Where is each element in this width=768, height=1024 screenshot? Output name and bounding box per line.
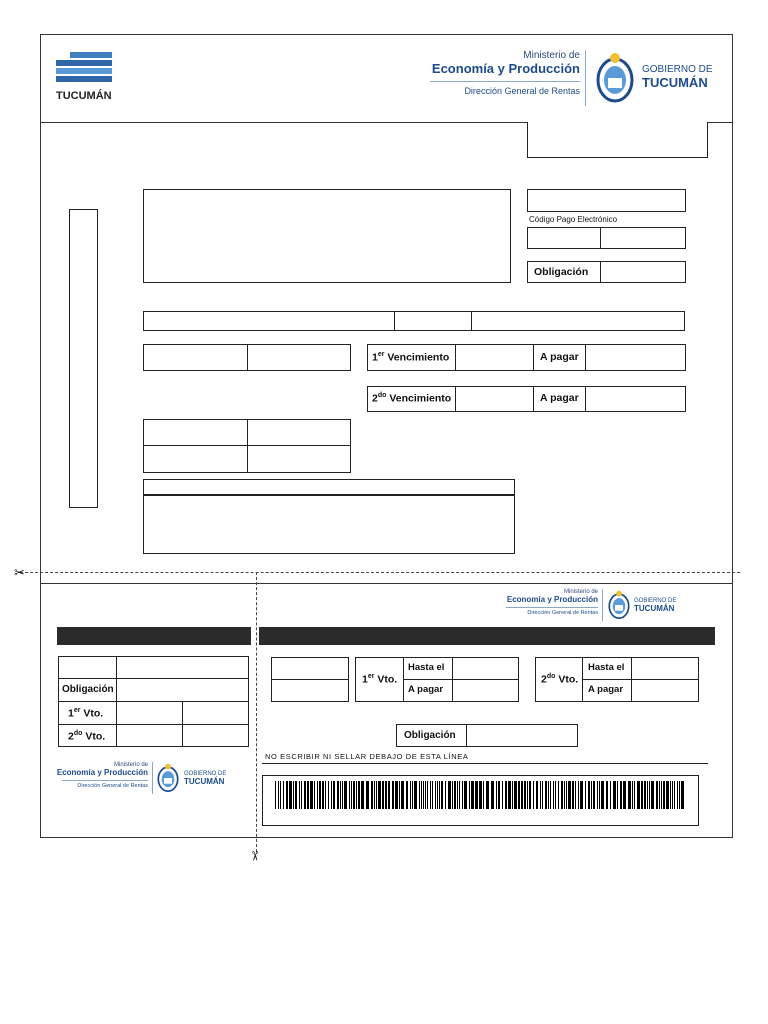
codigo-pago-value-box: [527, 189, 686, 212]
barcode-bar: [475, 781, 478, 809]
gov-logo-text: [642, 64, 713, 90]
receipt-vto2-apagar-label: A pagar: [588, 684, 624, 695]
barcode-bar: [651, 781, 654, 809]
barcode-bar: [448, 781, 451, 809]
barcode-bar: [421, 781, 422, 809]
barcode-bar: [351, 781, 352, 809]
taxpayer-box: [143, 189, 511, 283]
barcode-bar: [361, 781, 364, 809]
receipt-vto1-hsplit: [403, 679, 519, 680]
venc2-split-2: [533, 386, 534, 412]
venc2-split-1: [455, 386, 456, 412]
barcode-bar: [555, 781, 556, 809]
barcode-bar: [550, 781, 551, 809]
barcode-bar: [406, 781, 408, 809]
receipt-left-hsplit: [271, 679, 349, 680]
barcode-bar: [412, 781, 413, 809]
barcode-bar: [677, 781, 678, 809]
barcode-bar: [553, 781, 554, 809]
receipt-obligacion-label: Obligación: [404, 730, 456, 741]
barcode-bar: [613, 781, 616, 809]
receipt-vto1-hasta-label: Hasta el: [408, 662, 445, 673]
barcode-bar: [601, 781, 604, 809]
barcode-bar: [483, 781, 484, 809]
barcode-bar: [340, 781, 341, 809]
receipt-ministry-block: [500, 589, 598, 616]
obligacion-split: [600, 261, 601, 283]
receipt-vto2-prefix: 2: [541, 673, 547, 686]
venc1-text: Vencimiento: [384, 351, 450, 364]
receipt-vto1-sup: er: [367, 673, 375, 680]
barcode-bar: [578, 781, 579, 809]
barcode-bar: [498, 781, 500, 809]
barcode-bar: [344, 781, 347, 809]
ministry-line2: Economía y Producción: [431, 61, 580, 76]
receipt-ministry-line1: Ministerio de: [563, 589, 598, 595]
info-row-box: [143, 311, 685, 331]
barcode-bar: [593, 781, 595, 809]
barcode-bar: [301, 781, 302, 809]
barcode-bar: [410, 781, 411, 809]
barcode-bar: [628, 781, 631, 809]
barcode-bar: [322, 781, 324, 809]
ministry-line3: Dirección General de Rentas: [464, 86, 580, 96]
barcode-bar: [289, 781, 292, 809]
stub-row-line-3: [58, 724, 249, 725]
horizontal-cut-line: [20, 572, 740, 573]
top-right-box: [527, 122, 708, 158]
barcode-bar: [459, 781, 460, 809]
barcode-bar: [295, 781, 297, 809]
barcode-bar: [661, 781, 662, 809]
barcode-bar: [425, 781, 426, 809]
stub-vto2-sup: do: [73, 730, 83, 737]
barcode-bar: [414, 781, 417, 809]
stub-ministry-line1: Ministerio de: [113, 762, 148, 768]
barcode-bar: [401, 781, 404, 809]
stub-ministry-line2: Economía y Producción: [56, 768, 148, 777]
barcode-bar: [395, 781, 398, 809]
receipt-header-bar: [259, 627, 715, 645]
scissors-icon: ✂: [14, 565, 25, 580]
receipt-vto2-text: Vto.: [555, 673, 579, 686]
venc2-label: [372, 392, 451, 405]
stub-obligacion-label: Obligación: [62, 684, 114, 695]
barcode-bar: [536, 781, 538, 809]
receipt-vto1-label: [362, 673, 397, 686]
venc1-split-2: [533, 344, 534, 371]
barcode-bar: [435, 781, 436, 809]
barcode-bar: [280, 781, 281, 809]
barcode-bar: [304, 781, 306, 809]
receipt-ministry-line2: Economía y Producción: [506, 595, 598, 604]
receipt-vto1-prefix: 1: [362, 673, 368, 686]
receipt-gov-line2: TUCUMÁN: [634, 604, 675, 613]
barcode-bar: [564, 781, 565, 809]
barcode-bar: [469, 781, 470, 809]
barcode-bar: [674, 781, 675, 809]
receipt-vto1-apagar-label: A pagar: [408, 684, 444, 695]
barcode-bar: [610, 781, 611, 809]
barcode-bar: [392, 781, 394, 809]
barcode-bar: [337, 781, 339, 809]
notes-box: [143, 479, 515, 554]
barcode-bar: [464, 781, 467, 809]
province-logo-text: TUCUMÁN: [56, 90, 112, 102]
venc1-label: [372, 351, 449, 364]
barcode-bar: [333, 781, 335, 809]
barcode-bar: [378, 781, 381, 809]
coat-of-arms-icon: [594, 50, 636, 106]
scissors-icon: ✂: [247, 850, 263, 862]
stub-vto1-sup: er: [73, 707, 81, 714]
barcode-bar: [568, 781, 571, 809]
barcode-bar: [599, 781, 600, 809]
barcode-bar: [681, 781, 684, 809]
barcode-bar: [617, 781, 618, 809]
barcode-bar: [529, 781, 531, 809]
barcode-bar: [437, 781, 438, 809]
barcode-bar: [659, 781, 660, 809]
venc1-split-1: [455, 344, 456, 371]
venc1-prefix: 1: [372, 351, 378, 364]
venc2-prefix: 2: [372, 392, 378, 405]
left-pair-split-1: [247, 344, 248, 371]
barcode-bar: [358, 781, 360, 809]
barcode-bar: [283, 781, 284, 809]
codigo-pago-box: [527, 227, 686, 249]
barcode-bar: [505, 781, 507, 809]
barcode-bar: [502, 781, 503, 809]
barcode-bar: [518, 781, 520, 809]
barcode-bar: [491, 781, 494, 809]
venc1-split-3: [585, 344, 586, 371]
barcode-bar: [649, 781, 650, 809]
barcode-bar: [454, 781, 456, 809]
barcode-bar: [432, 781, 433, 809]
venc2-apagar-label: A pagar: [540, 392, 579, 404]
barcode-bar: [328, 781, 329, 809]
barcode-bar: [647, 781, 648, 809]
venc1-apagar-label: A pagar: [540, 351, 579, 363]
barcode-bar: [623, 781, 626, 809]
logo-separator: [585, 50, 586, 106]
barcode-bar: [672, 781, 673, 809]
barcode-bar: [445, 781, 446, 809]
stub-row-line-1: [58, 678, 249, 679]
stub-logo-separator: [152, 762, 153, 794]
barcode-bar: [299, 781, 300, 809]
barcode-bar: [427, 781, 428, 809]
barcode-bar: [566, 781, 567, 809]
barcode-bar: [371, 781, 373, 809]
barcode-bar: [385, 781, 387, 809]
venc1-sup: er: [377, 351, 385, 358]
stub-vto2-text: Vto.: [82, 730, 106, 743]
stub-vto1-prefix: 1: [68, 707, 74, 720]
barcode-bar: [319, 781, 321, 809]
stub-ministry-line3: Dirección General de Rentas: [77, 783, 148, 789]
coat-of-arms-icon: [607, 588, 631, 622]
no-escribir-line: [262, 763, 708, 764]
barcode-bar: [325, 781, 326, 809]
gov-line1: GOBIERNO DE: [642, 64, 713, 75]
barcode-bar: [286, 781, 288, 809]
barcode-bar: [356, 781, 357, 809]
stub-gov-line2: TUCUMÁN: [184, 777, 225, 786]
barcode-bar: [572, 781, 574, 809]
barcode-bar: [310, 781, 313, 809]
barcode-bar: [666, 781, 669, 809]
coat-of-arms-icon: [156, 761, 180, 795]
barcode-bar: [591, 781, 592, 809]
stub-ministry-block: [56, 762, 148, 789]
barcode-bar: [548, 781, 549, 809]
vertical-cut-line: [256, 572, 257, 852]
stub-gov-line1: GOBIERNO DE: [184, 771, 227, 777]
barcode-bar: [382, 781, 384, 809]
barcode-bar: [399, 781, 400, 809]
info-row-split-2: [471, 311, 472, 331]
codigo-pago-split: [600, 227, 601, 249]
barcode-bar: [527, 781, 528, 809]
notes-header-line: [143, 494, 515, 496]
stub-gov-text: [184, 771, 226, 786]
barcode-bar: [349, 781, 350, 809]
barcode-bar: [430, 781, 431, 809]
receipt-vto2-hsplit: [582, 679, 699, 680]
venc2-split-3: [585, 386, 586, 412]
barcode-bar: [679, 781, 680, 809]
obligacion-label: Obligación: [534, 266, 589, 278]
barcode-bar: [331, 781, 332, 809]
barcode: [275, 781, 685, 809]
barcode-bar: [419, 781, 420, 809]
venc2-sup: do: [377, 392, 387, 399]
barcode-bar: [521, 781, 523, 809]
receipt-vto1-text: Vto.: [374, 673, 398, 686]
barcode-bar: [585, 781, 586, 809]
barcode-bar: [524, 781, 526, 809]
ministry-block: [420, 50, 580, 110]
barcode-bar: [533, 781, 534, 809]
barcode-bar: [606, 781, 608, 809]
barcode-bar: [634, 781, 635, 809]
stub-header-bar: [57, 627, 251, 645]
barcode-bar: [508, 781, 511, 809]
receipt-obligacion-split: [466, 724, 467, 747]
info-row-split-1: [394, 311, 395, 331]
barcode-bar: [317, 781, 318, 809]
receipt-vto2-hasta-label: Hasta el: [588, 662, 625, 673]
barcode-bar: [314, 781, 315, 809]
barcode-bar: [275, 781, 276, 809]
receipt-vto2-sup: do: [546, 673, 556, 680]
section-divider: [40, 583, 733, 584]
barcode-bar: [575, 781, 576, 809]
barcode-bar: [441, 781, 443, 809]
barcode-bar: [486, 781, 489, 809]
barcode-bar: [545, 781, 547, 809]
barcode-bar: [588, 781, 590, 809]
codigo-pago-label: Código Pago Electrónico: [529, 215, 618, 224]
barcode-bar: [644, 781, 646, 809]
ministry-line1: Ministerio de: [523, 50, 580, 61]
barcode-bar: [512, 781, 513, 809]
venc2-text: Vencimiento: [386, 392, 452, 405]
left-grid-vsplit: [247, 419, 248, 473]
barcode-bar: [597, 781, 598, 809]
barcode-bar: [632, 781, 633, 809]
barcode-bar: [278, 781, 279, 809]
barcode-bar: [376, 781, 377, 809]
barcode-bar: [439, 781, 440, 809]
barcode-bar: [620, 781, 622, 809]
side-vertical-box: [69, 209, 98, 508]
stub-col-line-2: [182, 701, 183, 747]
barcode-bar: [656, 781, 658, 809]
stub-vto1-text: Vto.: [80, 707, 104, 720]
stub-col-line-1: [116, 656, 117, 747]
barcode-bar: [388, 781, 390, 809]
barcode-bar: [663, 781, 665, 809]
barcode-bar: [641, 781, 643, 809]
barcode-bar: [462, 781, 463, 809]
barcode-bar: [471, 781, 474, 809]
barcode-bar: [561, 781, 563, 809]
receipt-gov-line1: GOBIERNO DE: [634, 598, 677, 604]
barcode-bar: [342, 781, 343, 809]
barcode-bar: [496, 781, 497, 809]
barcode-bar: [540, 781, 541, 809]
receipt-vto2-label: [541, 673, 578, 686]
barcode-bar: [457, 781, 458, 809]
gov-line2: TUCUMÁN: [642, 75, 708, 90]
barcode-bar: [353, 781, 355, 809]
barcode-bar: [514, 781, 517, 809]
barcode-bar: [670, 781, 671, 809]
stub-row-line-2: [58, 701, 249, 702]
receipt-logo-separator: [602, 589, 603, 621]
receipt-gov-text: [634, 598, 676, 613]
stub-vto1-label: [68, 707, 103, 720]
barcode-bar: [293, 781, 294, 809]
barcode-bar: [423, 781, 424, 809]
stub-vto2-label: [68, 730, 105, 743]
barcode-bar: [580, 781, 583, 809]
barcode-bar: [637, 781, 640, 809]
barcode-bar: [542, 781, 543, 809]
barcode-bar: [479, 781, 482, 809]
stub-vto2-prefix: 2: [68, 730, 74, 743]
receipt-ministry-line3: Dirección General de Rentas: [527, 610, 598, 616]
barcode-bar: [452, 781, 453, 809]
no-escribir-notice: NO ESCRIBIR NI SELLAR DEBAJO DE ESTA LÍNEA: [265, 752, 469, 761]
barcode-bar: [307, 781, 309, 809]
barcode-bar: [366, 781, 369, 809]
barcode-bar: [374, 781, 375, 809]
barcode-bar: [558, 781, 559, 809]
tucuman-logo: [56, 52, 118, 104]
